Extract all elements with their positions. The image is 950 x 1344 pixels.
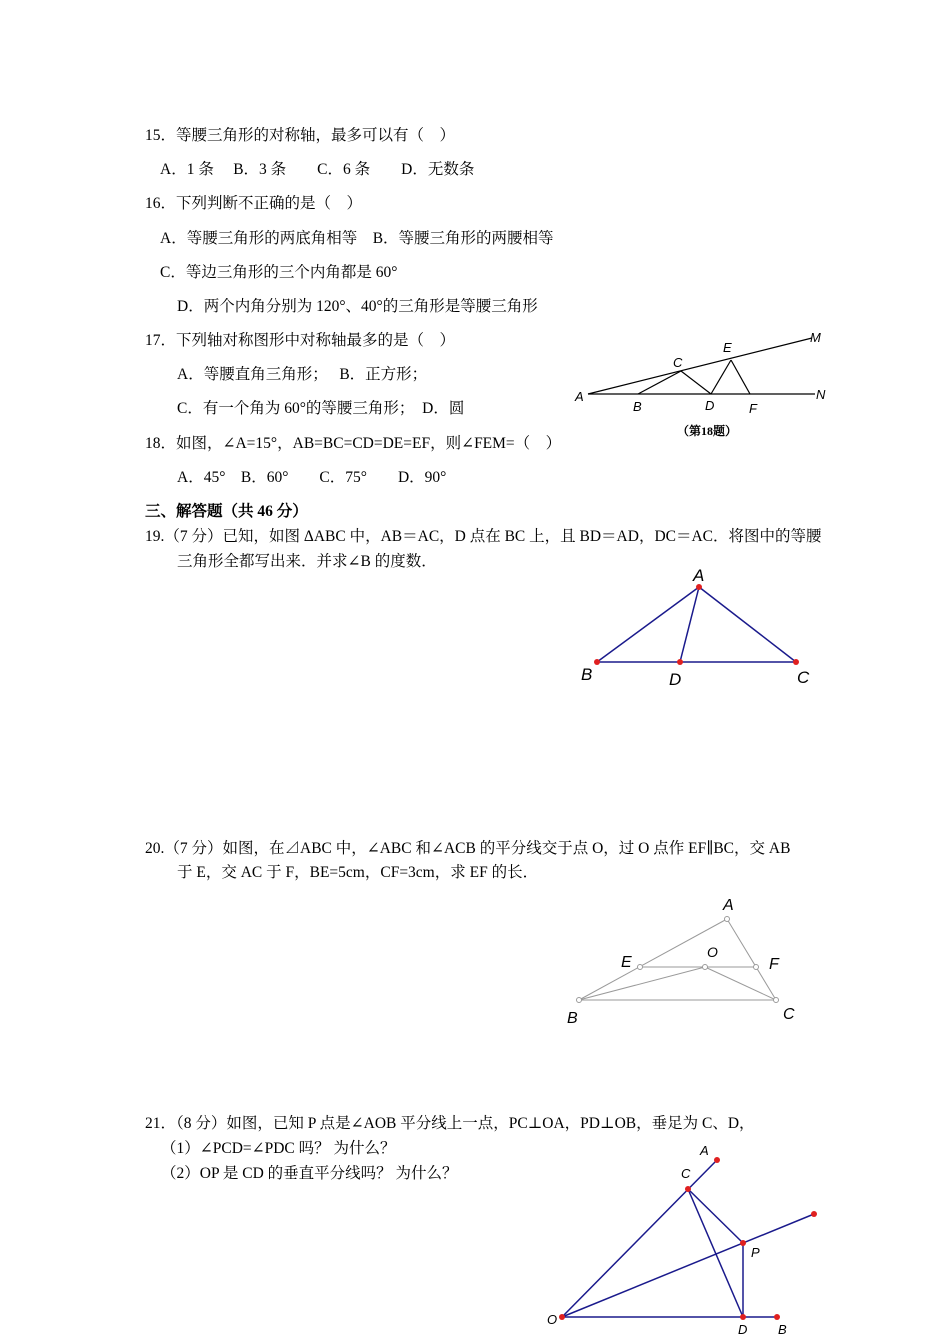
- q15-options: A．1 条 B．3 条 C．6 条 D．无数条: [160, 161, 475, 178]
- point-o: [559, 1314, 565, 1320]
- q20-line1: 20.（7 分）如图，在⊿ABC 中，∠ABC 和∠ACB 的平分线交于点 O，过 O 点作 EF∥BC，交 AB: [145, 840, 791, 857]
- q19-line2: 三角形全都写出来．并求∠B 的度数．: [177, 553, 437, 570]
- label-e: E: [621, 954, 632, 971]
- segment-cp: [688, 1189, 743, 1243]
- label-c: C: [797, 668, 810, 687]
- point-c: [774, 998, 779, 1003]
- label-a: A: [700, 1143, 709, 1158]
- point-b: [594, 659, 600, 665]
- ray-oa: [562, 1160, 717, 1317]
- q21-figure: [540, 1140, 830, 1344]
- point-c: [793, 659, 799, 665]
- segment-de: [711, 360, 731, 394]
- point-b: [577, 998, 582, 1003]
- point-bisector-end: [811, 1211, 817, 1217]
- label-c: C: [783, 1006, 795, 1023]
- q15-stem: 15．等腰三角形的对称轴，最多可以有（ ）: [145, 127, 456, 144]
- point-d: [740, 1314, 746, 1320]
- label-d: D: [705, 398, 715, 413]
- q20-figure: [560, 890, 810, 1035]
- point-a: [714, 1157, 720, 1163]
- point-c: [685, 1186, 691, 1192]
- q16-stem: 16．下列判断不正确的是（ ）: [145, 195, 363, 212]
- q16-option-c: C．等边三角形的三个内角都是 60°: [160, 264, 398, 281]
- label-c: C: [681, 1166, 691, 1181]
- label-o: O: [547, 1312, 558, 1327]
- point-e: [638, 965, 643, 970]
- q21-sub2: （2）OP 是 CD 的垂直平分线吗？ 为什么？: [161, 1165, 458, 1182]
- segment-cd: [688, 1189, 743, 1317]
- q19-line1: 19.（7 分）已知，如图 ΔABC 中，AB＝AC，D 点在 BC 上，且 BD＝AD，DC＝AC．将图中的等腰: [145, 528, 822, 545]
- q21-line1: 21．（8 分）如图，已知 P 点是∠AOB 平分线上一点，PC⊥OA，PD⊥OB，垂足为 C、D，: [145, 1115, 755, 1132]
- point-b: [774, 1314, 780, 1320]
- label-d: D: [669, 670, 682, 689]
- label-a: A: [693, 566, 705, 585]
- q16-option-d: D．两个内角分别为 120°、40°的三角形是等腰三角形: [177, 298, 538, 315]
- q17-options-cd: C．有一个角为 60°的等腰三角形； D．圆: [177, 400, 465, 417]
- label-d: D: [738, 1322, 748, 1337]
- label-m: M: [810, 330, 821, 345]
- label-a: A: [575, 389, 584, 404]
- label-b: B: [633, 399, 642, 414]
- point-p: [740, 1240, 746, 1246]
- q18-options: A．45° B．60° C．75° D．90°: [177, 469, 447, 486]
- label-o: O: [707, 944, 718, 960]
- label-p: P: [751, 1245, 760, 1260]
- segment-bo: [579, 967, 705, 1000]
- segment-cd: [681, 371, 711, 394]
- ray-bisector: [562, 1214, 814, 1317]
- q21-sub1: （1）∠PCD=∠PDC 吗？ 为什么？: [161, 1140, 396, 1157]
- point-o: [703, 965, 708, 970]
- q20-line2: 于 E，交 AC 于 F，BE=5cm，CF=3cm，求 EF 的长．: [177, 864, 539, 881]
- q17-options-ab: A．等腰直角三角形； B．正方形；: [177, 366, 428, 383]
- label-c: C: [673, 355, 683, 370]
- q16-options-ab: A．等腰三角形的两底角相等 B．等腰三角形的两腰相等: [160, 230, 554, 247]
- label-b: B: [567, 1010, 578, 1027]
- q17-stem: 17．下列轴对称图形中对称轴最多的是（ ）: [145, 332, 456, 349]
- q19-figure: [570, 560, 830, 695]
- label-f: F: [749, 401, 757, 416]
- point-f: [754, 965, 759, 970]
- segment-co: [705, 967, 776, 1000]
- label-e: E: [723, 340, 732, 355]
- segment-ab: [597, 587, 699, 662]
- point-d: [677, 659, 683, 665]
- segment-ef: [731, 360, 750, 394]
- label-f: F: [769, 956, 779, 973]
- segment-ac: [699, 587, 796, 662]
- q18-stem: 18．如图，∠A=15°，AB=BC=CD=DE=EF，则∠FEM=（ ）: [145, 435, 562, 452]
- label-b: B: [581, 665, 593, 684]
- label-n: N: [816, 387, 826, 402]
- segment-ab: [579, 919, 727, 1000]
- section-title: 三、解答题（共 46 分）: [145, 503, 308, 520]
- label-a: A: [723, 897, 734, 914]
- point-a: [725, 917, 730, 922]
- figure-caption: （第18题）: [677, 424, 738, 438]
- q18-figure: [570, 325, 840, 445]
- segment-bc: [638, 371, 681, 394]
- label-b: B: [778, 1322, 787, 1337]
